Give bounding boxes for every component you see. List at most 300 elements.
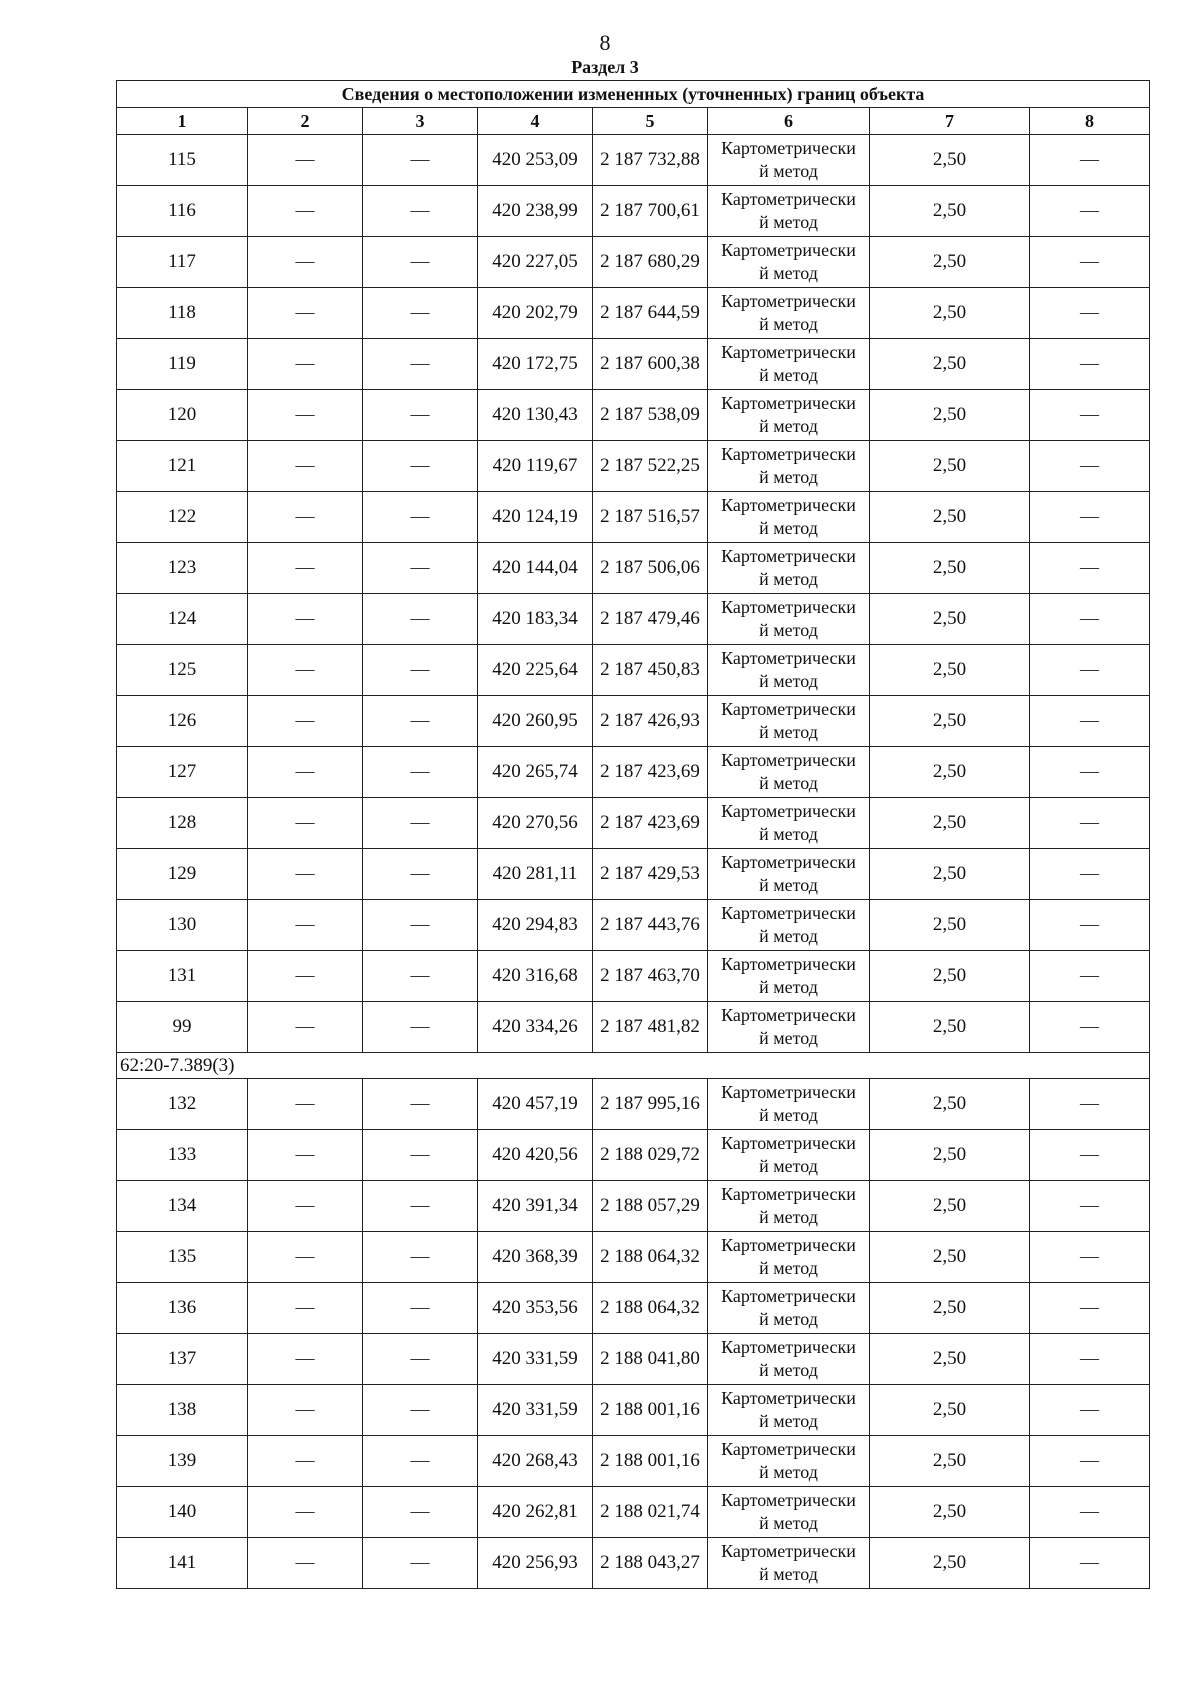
- column-8-cell: —: [1030, 237, 1150, 288]
- point-number-cell: 126: [117, 696, 248, 747]
- accuracy-cell: 2,50: [870, 390, 1030, 441]
- accuracy-cell: 2,50: [870, 1181, 1030, 1232]
- column-8-cell: —: [1030, 1002, 1150, 1053]
- method-line-1: Картометрически: [721, 1439, 856, 1459]
- x-coordinate-cell: 420 253,09: [478, 135, 593, 186]
- column-3-cell: —: [363, 543, 478, 594]
- column-3-cell: —: [363, 1002, 478, 1053]
- method-line-2: й метод: [759, 773, 818, 793]
- table-row: [117, 1385, 1150, 1436]
- method-cell: [708, 1487, 870, 1538]
- table-row: [117, 849, 1150, 900]
- point-number-cell: 135: [117, 1232, 248, 1283]
- column-8-cell: —: [1030, 1232, 1150, 1283]
- column-2-cell: —: [248, 288, 363, 339]
- method-cell: [708, 237, 870, 288]
- point-number-cell: 120: [117, 390, 248, 441]
- method-line-1: Картометрически: [721, 597, 856, 617]
- accuracy-cell: 2,50: [870, 1232, 1030, 1283]
- column-8-cell: —: [1030, 390, 1150, 441]
- point-number-cell: 115: [117, 135, 248, 186]
- point-number-cell: 129: [117, 849, 248, 900]
- method-cell: [708, 288, 870, 339]
- group-label-row: [117, 1053, 1150, 1079]
- column-number-row: [117, 108, 1150, 135]
- accuracy-cell: 2,50: [870, 1002, 1030, 1053]
- table-row: [117, 1130, 1150, 1181]
- method-line-1: Картометрически: [721, 852, 856, 872]
- method-line-1: Картометрически: [721, 1490, 856, 1510]
- column-2-cell: —: [248, 1538, 363, 1589]
- point-number-cell: 134: [117, 1181, 248, 1232]
- x-coordinate-cell: 420 262,81: [478, 1487, 593, 1538]
- accuracy-cell: 2,50: [870, 1385, 1030, 1436]
- y-coordinate-cell: 2 187 463,70: [593, 951, 708, 1002]
- column-8-cell: —: [1030, 1436, 1150, 1487]
- method-cell: [708, 339, 870, 390]
- y-coordinate-cell: 2 187 522,25: [593, 441, 708, 492]
- accuracy-cell: 2,50: [870, 645, 1030, 696]
- column-2-cell: —: [248, 951, 363, 1002]
- method-line-1: Картометрически: [721, 699, 856, 719]
- method-line-2: й метод: [759, 365, 818, 385]
- x-coordinate-cell: 420 270,56: [478, 798, 593, 849]
- column-number: 5: [593, 108, 708, 135]
- column-8-cell: —: [1030, 1538, 1150, 1589]
- accuracy-cell: 2,50: [870, 1436, 1030, 1487]
- point-number-cell: 128: [117, 798, 248, 849]
- column-8-cell: —: [1030, 288, 1150, 339]
- point-number-cell: 138: [117, 1385, 248, 1436]
- column-3-cell: —: [363, 186, 478, 237]
- method-line-2: й метод: [759, 671, 818, 691]
- method-cell: [708, 1538, 870, 1589]
- table-row: [117, 696, 1150, 747]
- column-8-cell: —: [1030, 1487, 1150, 1538]
- x-coordinate-cell: 420 144,04: [478, 543, 593, 594]
- table-caption: Сведения о местоположении измененных (уточненных) границ объекта: [117, 81, 1150, 108]
- column-8-cell: —: [1030, 492, 1150, 543]
- column-2-cell: —: [248, 645, 363, 696]
- y-coordinate-cell: 2 188 001,16: [593, 1385, 708, 1436]
- method-line-1: Картометрически: [721, 495, 856, 515]
- table-row: [117, 900, 1150, 951]
- column-3-cell: —: [363, 339, 478, 390]
- method-line-1: Картометрически: [721, 240, 856, 260]
- method-cell: [708, 186, 870, 237]
- column-8-cell: —: [1030, 951, 1150, 1002]
- x-coordinate-cell: 420 331,59: [478, 1334, 593, 1385]
- method-line-2: й метод: [759, 212, 818, 232]
- column-8-cell: —: [1030, 1181, 1150, 1232]
- x-coordinate-cell: 420 202,79: [478, 288, 593, 339]
- table-row: [117, 288, 1150, 339]
- column-2-cell: —: [248, 135, 363, 186]
- point-number-cell: 140: [117, 1487, 248, 1538]
- y-coordinate-cell: 2 187 600,38: [593, 339, 708, 390]
- column-2-cell: —: [248, 696, 363, 747]
- column-8-cell: —: [1030, 1385, 1150, 1436]
- point-number-cell: 133: [117, 1130, 248, 1181]
- column-2-cell: —: [248, 1283, 363, 1334]
- point-number-cell: 122: [117, 492, 248, 543]
- column-2-cell: —: [248, 1385, 363, 1436]
- table-row: [117, 390, 1150, 441]
- column-3-cell: —: [363, 492, 478, 543]
- method-cell: [708, 543, 870, 594]
- accuracy-cell: 2,50: [870, 339, 1030, 390]
- method-cell: [708, 696, 870, 747]
- table-row: [117, 492, 1150, 543]
- method-line-2: й метод: [759, 161, 818, 181]
- method-line-2: й метод: [759, 518, 818, 538]
- table-row: [117, 1002, 1150, 1053]
- method-line-2: й метод: [759, 1513, 818, 1533]
- point-number-cell: 121: [117, 441, 248, 492]
- column-2-cell: —: [248, 1436, 363, 1487]
- table-row: [117, 237, 1150, 288]
- column-8-cell: —: [1030, 135, 1150, 186]
- column-8-cell: —: [1030, 339, 1150, 390]
- boundary-table: [116, 80, 1150, 1589]
- table-row: [117, 594, 1150, 645]
- column-8-cell: —: [1030, 849, 1150, 900]
- column-3-cell: —: [363, 747, 478, 798]
- point-number-cell: 141: [117, 1538, 248, 1589]
- method-line-2: й метод: [759, 1462, 818, 1482]
- method-cell: [708, 390, 870, 441]
- y-coordinate-cell: 2 188 064,32: [593, 1232, 708, 1283]
- method-cell: [708, 900, 870, 951]
- y-coordinate-cell: 2 188 001,16: [593, 1436, 708, 1487]
- x-coordinate-cell: 420 334,26: [478, 1002, 593, 1053]
- page-number: 8: [599, 30, 611, 55]
- accuracy-cell: 2,50: [870, 1130, 1030, 1181]
- y-coordinate-cell: 2 187 732,88: [593, 135, 708, 186]
- x-coordinate-cell: 420 183,34: [478, 594, 593, 645]
- table-row: [117, 186, 1150, 237]
- accuracy-cell: 2,50: [870, 1334, 1030, 1385]
- accuracy-cell: 2,50: [870, 135, 1030, 186]
- method-cell: [708, 1181, 870, 1232]
- method-line-1: Картометрически: [721, 1337, 856, 1357]
- point-number-cell: 132: [117, 1079, 248, 1130]
- point-number-cell: 131: [117, 951, 248, 1002]
- point-number-cell: 139: [117, 1436, 248, 1487]
- method-cell: [708, 1130, 870, 1181]
- column-8-cell: —: [1030, 798, 1150, 849]
- method-line-2: й метод: [759, 620, 818, 640]
- column-2-cell: —: [248, 390, 363, 441]
- group-label: 62:20-7.389(3): [117, 1053, 1150, 1079]
- column-2-cell: —: [248, 747, 363, 798]
- column-number: 2: [248, 108, 363, 135]
- column-8-cell: —: [1030, 696, 1150, 747]
- column-3-cell: —: [363, 441, 478, 492]
- y-coordinate-cell: 2 187 443,76: [593, 900, 708, 951]
- y-coordinate-cell: 2 188 064,32: [593, 1283, 708, 1334]
- column-3-cell: —: [363, 594, 478, 645]
- method-cell: [708, 594, 870, 645]
- table-row: [117, 798, 1150, 849]
- y-coordinate-cell: 2 188 057,29: [593, 1181, 708, 1232]
- column-2-cell: —: [248, 186, 363, 237]
- column-8-cell: —: [1030, 441, 1150, 492]
- method-cell: [708, 1079, 870, 1130]
- point-number-cell: 124: [117, 594, 248, 645]
- column-2-cell: —: [248, 798, 363, 849]
- method-line-2: й метод: [759, 1207, 818, 1227]
- table-row: [117, 747, 1150, 798]
- method-cell: [708, 1002, 870, 1053]
- column-8-cell: —: [1030, 594, 1150, 645]
- method-cell: [708, 645, 870, 696]
- method-line-2: й метод: [759, 1564, 818, 1584]
- y-coordinate-cell: 2 188 043,27: [593, 1538, 708, 1589]
- accuracy-cell: 2,50: [870, 798, 1030, 849]
- y-coordinate-cell: 2 187 423,69: [593, 747, 708, 798]
- y-coordinate-cell: 2 187 429,53: [593, 849, 708, 900]
- column-number: 3: [363, 108, 478, 135]
- method-line-1: Картометрически: [721, 648, 856, 668]
- method-line-2: й метод: [759, 1258, 818, 1278]
- point-number-cell: 119: [117, 339, 248, 390]
- method-line-2: й метод: [759, 569, 818, 589]
- column-8-cell: —: [1030, 747, 1150, 798]
- column-2-cell: —: [248, 339, 363, 390]
- column-3-cell: —: [363, 798, 478, 849]
- point-number-cell: 118: [117, 288, 248, 339]
- method-cell: [708, 441, 870, 492]
- method-line-1: Картометрически: [721, 903, 856, 923]
- accuracy-cell: 2,50: [870, 594, 1030, 645]
- point-number-cell: 130: [117, 900, 248, 951]
- method-cell: [708, 1385, 870, 1436]
- table-row: [117, 951, 1150, 1002]
- x-coordinate-cell: 420 265,74: [478, 747, 593, 798]
- y-coordinate-cell: 2 187 426,93: [593, 696, 708, 747]
- x-coordinate-cell: 420 238,99: [478, 186, 593, 237]
- accuracy-cell: 2,50: [870, 186, 1030, 237]
- y-coordinate-cell: 2 187 479,46: [593, 594, 708, 645]
- y-coordinate-cell: 2 187 423,69: [593, 798, 708, 849]
- y-coordinate-cell: 2 187 516,57: [593, 492, 708, 543]
- y-coordinate-cell: 2 187 506,06: [593, 543, 708, 594]
- method-cell: [708, 849, 870, 900]
- column-3-cell: —: [363, 1283, 478, 1334]
- column-2-cell: —: [248, 492, 363, 543]
- column-3-cell: —: [363, 1436, 478, 1487]
- column-8-cell: —: [1030, 1079, 1150, 1130]
- x-coordinate-cell: 420 316,68: [478, 951, 593, 1002]
- method-cell: [708, 747, 870, 798]
- method-cell: [708, 492, 870, 543]
- method-cell: [708, 1334, 870, 1385]
- method-line-1: Картометрически: [721, 1235, 856, 1255]
- point-number-cell: 116: [117, 186, 248, 237]
- x-coordinate-cell: 420 119,67: [478, 441, 593, 492]
- table-row: [117, 1538, 1150, 1589]
- x-coordinate-cell: 420 281,11: [478, 849, 593, 900]
- column-number: 4: [478, 108, 593, 135]
- column-8-cell: —: [1030, 1334, 1150, 1385]
- method-line-1: Картометрически: [721, 1286, 856, 1306]
- column-number: 1: [117, 108, 248, 135]
- method-line-1: Картометрически: [721, 393, 856, 413]
- column-2-cell: —: [248, 1181, 363, 1232]
- column-2-cell: —: [248, 543, 363, 594]
- x-coordinate-cell: 420 268,43: [478, 1436, 593, 1487]
- accuracy-cell: 2,50: [870, 237, 1030, 288]
- method-cell: [708, 1232, 870, 1283]
- method-line-2: й метод: [759, 467, 818, 487]
- table-row: [117, 135, 1150, 186]
- x-coordinate-cell: 420 331,59: [478, 1385, 593, 1436]
- column-3-cell: —: [363, 1385, 478, 1436]
- column-3-cell: —: [363, 645, 478, 696]
- column-3-cell: —: [363, 696, 478, 747]
- column-3-cell: —: [363, 288, 478, 339]
- column-2-cell: —: [248, 441, 363, 492]
- method-line-2: й метод: [759, 263, 818, 283]
- accuracy-cell: 2,50: [870, 543, 1030, 594]
- method-cell: [708, 798, 870, 849]
- column-2-cell: —: [248, 1232, 363, 1283]
- y-coordinate-cell: 2 187 680,29: [593, 237, 708, 288]
- x-coordinate-cell: 420 260,95: [478, 696, 593, 747]
- table-row: [117, 441, 1150, 492]
- method-line-1: Картометрически: [721, 342, 856, 362]
- method-line-2: й метод: [759, 722, 818, 742]
- method-line-2: й метод: [759, 926, 818, 946]
- method-line-2: й метод: [759, 1105, 818, 1125]
- section-title: Раздел 3: [571, 57, 639, 77]
- method-line-2: й метод: [759, 1156, 818, 1176]
- accuracy-cell: 2,50: [870, 441, 1030, 492]
- method-line-2: й метод: [759, 824, 818, 844]
- column-3-cell: —: [363, 237, 478, 288]
- column-number: 6: [708, 108, 870, 135]
- method-line-2: й метод: [759, 1360, 818, 1380]
- x-coordinate-cell: 420 225,64: [478, 645, 593, 696]
- method-line-1: Картометрически: [721, 1005, 856, 1025]
- column-3-cell: —: [363, 1079, 478, 1130]
- column-2-cell: —: [248, 1130, 363, 1181]
- x-coordinate-cell: 420 172,75: [478, 339, 593, 390]
- x-coordinate-cell: 420 294,83: [478, 900, 593, 951]
- column-3-cell: —: [363, 849, 478, 900]
- method-cell: [708, 1283, 870, 1334]
- y-coordinate-cell: 2 187 700,61: [593, 186, 708, 237]
- x-coordinate-cell: 420 391,34: [478, 1181, 593, 1232]
- method-line-1: Картометрически: [721, 954, 856, 974]
- method-line-2: й метод: [759, 1309, 818, 1329]
- column-3-cell: —: [363, 951, 478, 1002]
- column-8-cell: —: [1030, 900, 1150, 951]
- method-line-1: Картометрически: [721, 1133, 856, 1153]
- method-line-2: й метод: [759, 314, 818, 334]
- table-row: [117, 339, 1150, 390]
- method-line-1: Картометрически: [721, 1184, 856, 1204]
- accuracy-cell: 2,50: [870, 747, 1030, 798]
- table-row: [117, 1079, 1150, 1130]
- point-number-cell: 117: [117, 237, 248, 288]
- method-cell: [708, 135, 870, 186]
- method-line-1: Картометрически: [721, 1541, 856, 1561]
- y-coordinate-cell: 2 188 041,80: [593, 1334, 708, 1385]
- table-row: [117, 1487, 1150, 1538]
- column-number: 8: [1030, 108, 1150, 135]
- column-8-cell: —: [1030, 1283, 1150, 1334]
- column-3-cell: —: [363, 1130, 478, 1181]
- y-coordinate-cell: 2 188 029,72: [593, 1130, 708, 1181]
- column-3-cell: —: [363, 135, 478, 186]
- x-coordinate-cell: 420 256,93: [478, 1538, 593, 1589]
- method-line-1: Картометрически: [721, 546, 856, 566]
- column-2-cell: —: [248, 594, 363, 645]
- x-coordinate-cell: 420 368,39: [478, 1232, 593, 1283]
- method-line-2: й метод: [759, 416, 818, 436]
- method-line-1: Картометрически: [721, 801, 856, 821]
- y-coordinate-cell: 2 187 538,09: [593, 390, 708, 441]
- accuracy-cell: 2,50: [870, 849, 1030, 900]
- x-coordinate-cell: 420 457,19: [478, 1079, 593, 1130]
- column-3-cell: —: [363, 1334, 478, 1385]
- y-coordinate-cell: 2 187 644,59: [593, 288, 708, 339]
- table-row: [117, 1283, 1150, 1334]
- point-number-cell: 123: [117, 543, 248, 594]
- column-8-cell: —: [1030, 543, 1150, 594]
- table-row: [117, 1232, 1150, 1283]
- x-coordinate-cell: 420 227,05: [478, 237, 593, 288]
- column-2-cell: —: [248, 849, 363, 900]
- method-line-2: й метод: [759, 875, 818, 895]
- column-2-cell: —: [248, 900, 363, 951]
- table-body: [117, 135, 1150, 1589]
- method-line-1: Картометрически: [721, 750, 856, 770]
- table-row: [117, 1436, 1150, 1487]
- column-3-cell: —: [363, 1538, 478, 1589]
- accuracy-cell: 2,50: [870, 1079, 1030, 1130]
- y-coordinate-cell: 2 187 995,16: [593, 1079, 708, 1130]
- accuracy-cell: 2,50: [870, 696, 1030, 747]
- x-coordinate-cell: 420 124,19: [478, 492, 593, 543]
- method-line-1: Картометрически: [721, 138, 856, 158]
- accuracy-cell: 2,50: [870, 288, 1030, 339]
- table-row: [117, 1334, 1150, 1385]
- method-line-2: й метод: [759, 1411, 818, 1431]
- y-coordinate-cell: 2 187 481,82: [593, 1002, 708, 1053]
- method-cell: [708, 1436, 870, 1487]
- x-coordinate-cell: 420 353,56: [478, 1283, 593, 1334]
- column-3-cell: —: [363, 390, 478, 441]
- method-line-1: Картометрически: [721, 189, 856, 209]
- column-3-cell: —: [363, 1232, 478, 1283]
- table-row: [117, 645, 1150, 696]
- point-number-cell: 127: [117, 747, 248, 798]
- method-line-1: Картометрически: [721, 1082, 856, 1102]
- accuracy-cell: 2,50: [870, 900, 1030, 951]
- column-number: 7: [870, 108, 1030, 135]
- method-line-1: Картометрически: [721, 444, 856, 464]
- table-row: [117, 543, 1150, 594]
- accuracy-cell: 2,50: [870, 1538, 1030, 1589]
- point-number-cell: 125: [117, 645, 248, 696]
- column-2-cell: —: [248, 1487, 363, 1538]
- column-8-cell: —: [1030, 1130, 1150, 1181]
- column-2-cell: —: [248, 1079, 363, 1130]
- x-coordinate-cell: 420 130,43: [478, 390, 593, 441]
